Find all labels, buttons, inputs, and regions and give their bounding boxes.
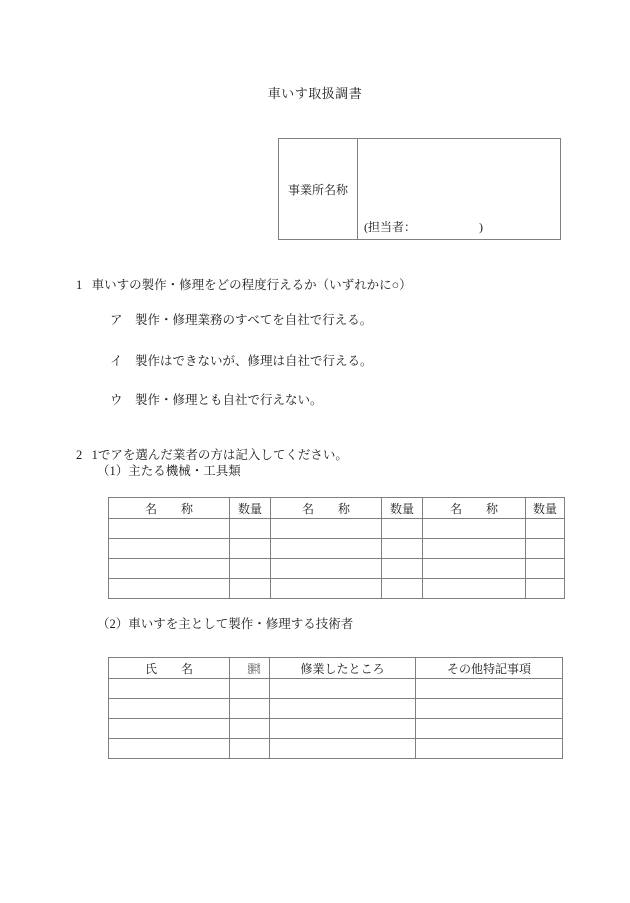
cell-name-2[interactable] — [271, 519, 382, 539]
cell-years[interactable] — [230, 719, 270, 739]
cell-quantity-2[interactable] — [382, 559, 423, 579]
establishment-name-field[interactable] — [358, 139, 561, 240]
table-row — [109, 699, 563, 719]
column-header-name-3: 名 称 — [423, 498, 526, 519]
cell-quantity-2[interactable] — [382, 579, 423, 599]
cell-remarks[interactable] — [416, 739, 563, 759]
cell-name-2[interactable] — [271, 559, 382, 579]
cell-quantity-3[interactable] — [526, 559, 565, 579]
cell-place[interactable] — [270, 699, 416, 719]
technician-table — [108, 657, 563, 759]
cell-name-3[interactable] — [423, 539, 526, 559]
table-header-row — [109, 658, 563, 679]
column-header-name-2: 名 称 — [271, 498, 382, 519]
cell-name-3[interactable] — [423, 559, 526, 579]
cell-name-1[interactable] — [109, 559, 230, 579]
column-header-full-name: 氏 名 — [109, 658, 230, 679]
cell-name-2[interactable] — [271, 579, 382, 599]
cell-quantity-2[interactable] — [382, 519, 423, 539]
cell-place[interactable] — [270, 739, 416, 759]
page-title: 車いす取扱調書 — [267, 86, 363, 101]
cell-name-1[interactable] — [109, 519, 230, 539]
cell-quantity-3[interactable] — [526, 519, 565, 539]
person-in-charge-label: (担当者： ) — [364, 220, 483, 234]
cell-quantity-1[interactable] — [230, 579, 271, 599]
cell-quantity-3[interactable] — [526, 579, 565, 599]
table-row — [109, 579, 565, 599]
table-row — [109, 739, 563, 759]
cell-years[interactable] — [230, 699, 270, 719]
cell-full-name[interactable] — [109, 679, 230, 699]
cell-full-name[interactable] — [109, 699, 230, 719]
establishment-name-label: 事業所名称 — [279, 139, 358, 240]
question-2-heading: 2 1でアを選んだ業者の方は記入してください。 — [76, 448, 348, 462]
column-header-training-place: 修業したところ — [270, 658, 416, 679]
column-header-remarks: その他特記事項 — [416, 658, 563, 679]
cell-quantity-1[interactable] — [230, 519, 271, 539]
cell-quantity-1[interactable] — [230, 539, 271, 559]
table-row — [109, 539, 565, 559]
column-header-quantity-1: 数量 — [230, 498, 271, 519]
cell-years[interactable] — [230, 739, 270, 759]
cell-place[interactable] — [270, 719, 416, 739]
table-row — [279, 139, 561, 240]
cell-place[interactable] — [270, 679, 416, 699]
cell-quantity-3[interactable] — [526, 539, 565, 559]
cell-full-name[interactable] — [109, 739, 230, 759]
table-row — [109, 519, 565, 539]
cell-remarks[interactable] — [416, 719, 563, 739]
cell-name-3[interactable] — [423, 519, 526, 539]
table-header-row — [109, 498, 565, 519]
column-header-quantity-3: 数量 — [526, 498, 565, 519]
table-row — [109, 559, 565, 579]
cell-name-3[interactable] — [423, 579, 526, 599]
years-of-experience-text: 経験年数 — [247, 661, 261, 676]
cell-full-name[interactable] — [109, 719, 230, 739]
table-row — [109, 679, 563, 699]
question-1-option-a[interactable]: ア 製作・修理業務のすべてを自社で行える。 — [110, 313, 373, 327]
equipment-table — [108, 497, 565, 599]
question-1-heading: 1 車いすの製作・修理をどの程度行えるか（いずれかに○） — [76, 278, 412, 292]
establishment-info-table — [278, 138, 561, 240]
cell-name-2[interactable] — [271, 539, 382, 559]
column-header-years-of-experience — [230, 658, 270, 679]
question-2-subsection-1-label: （1）主たる機械・工具類 — [97, 464, 241, 478]
column-header-quantity-2: 数量 — [382, 498, 423, 519]
cell-remarks[interactable] — [416, 679, 563, 699]
cell-quantity-1[interactable] — [230, 559, 271, 579]
question-1-option-b[interactable]: イ 製作はできないが、修理は自社で行える。 — [110, 354, 373, 368]
cell-remarks[interactable] — [416, 699, 563, 719]
question-2-subsection-2-label: （2）車いすを主として製作・修理する技術者 — [97, 617, 354, 631]
cell-name-1[interactable] — [109, 539, 230, 559]
question-1-option-c[interactable]: ウ 製作・修理とも自社で行えない。 — [110, 393, 323, 407]
column-header-name-1: 名 称 — [109, 498, 230, 519]
cell-years[interactable] — [230, 679, 270, 699]
cell-quantity-2[interactable] — [382, 539, 423, 559]
cell-name-1[interactable] — [109, 579, 230, 599]
table-row — [109, 719, 563, 739]
